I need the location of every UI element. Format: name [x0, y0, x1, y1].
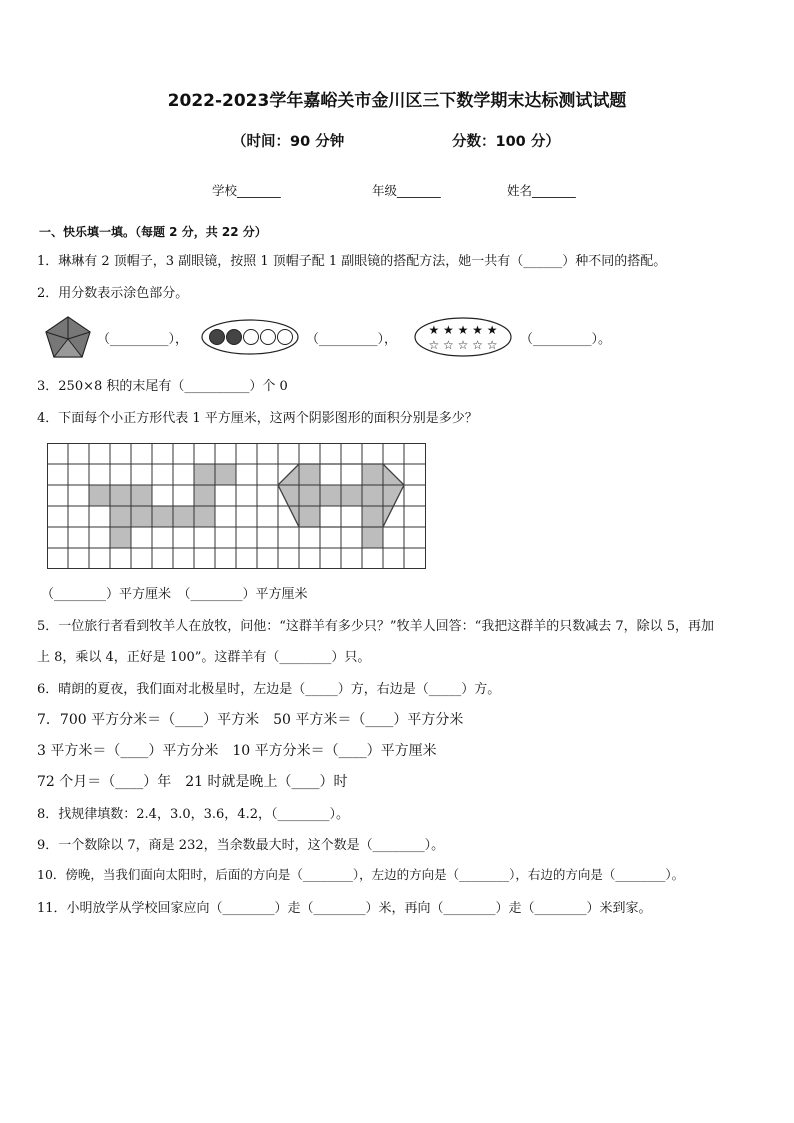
- question-10: 10．傍晚，当我们面向太阳时，后面的方向是（________），左边的方向是（________），右边的方向是（________）。: [37, 867, 685, 882]
- q2-blank-1[interactable]: （_________），: [97, 332, 189, 347]
- q2-blank-3[interactable]: （_________）。: [520, 332, 612, 347]
- question-3: 3．250×8 积的末尾有（__________）个 0: [37, 379, 288, 394]
- section-heading: 一、快乐填一填。（每题 2 分，共 22 分）: [39, 225, 267, 239]
- question-5-line-1: 5．一位旅行者看到牧羊人在放牧，问他：“这群羊有多少只？”牧羊人回答：“我把这群羊的只数减去 7，除以 5，再加: [37, 619, 715, 634]
- question-9: 9．一个数除以 7，商是 232，当余数最大时，这个数是（________）。: [37, 838, 445, 853]
- school-field[interactable]: 学校_______: [212, 183, 281, 198]
- question-7-line-2: 3 平方米＝（____）平方分米 10 平方分米＝（____）平方厘米: [37, 743, 437, 759]
- grade-field[interactable]: 年级_______: [372, 183, 441, 198]
- page-title: 2022-2023学年嘉峪关市金川区三下数学期末达标测试试题: [167, 91, 627, 111]
- question-4: 4．下面每个小正方形代表 1 平方厘米，这两个阴影图形的面积分别是多少？: [37, 411, 478, 426]
- question-7-line-3: 72 个月＝（____）年 21 时就是晚上（____）时: [37, 774, 348, 790]
- question-8: 8．找规律填数：2.4，3.0，3.6，4.2，（________）。: [37, 807, 349, 822]
- time-label: （时间：90 分钟: [232, 134, 345, 150]
- question-5-line-2: 上 8，乘以 4，正好是 100”。这群羊有（________）只。: [37, 650, 371, 665]
- q4-answer[interactable]: （________）平方厘米 （________）平方厘米: [41, 587, 308, 602]
- stars-figure: [413, 316, 513, 358]
- svg-text:☆ ☆ ☆ ☆ ☆: ☆ ☆ ☆ ☆ ☆: [428, 338, 498, 352]
- question-6: 6．晴朗的夏夜，我们面对北极星时，左边是（_____）方，右边是（_____）方。: [37, 682, 501, 697]
- name-field[interactable]: 姓名_______: [507, 183, 576, 198]
- question-11: 11．小明放学从学校回家应向（________）走（________）米，再向（________）走（________）米到家。: [37, 901, 652, 916]
- area-grid-figure: [47, 443, 427, 569]
- svg-text:★ ★ ★ ★ ★: ★ ★ ★ ★ ★: [428, 323, 498, 337]
- circles-figure: [200, 318, 300, 356]
- question-2: 2．用分数表示涂色部分。: [37, 286, 189, 301]
- question-1: 1．琳琳有 2 顶帽子，3 副眼镜，按照 1 顶帽子配 1 副眼镜的搭配方法，她一共有（______）种不同的搭配。: [37, 254, 667, 269]
- score-label: 分数：100 分）: [452, 134, 560, 150]
- question-7-line-1: 7．700 平方分米＝（____）平方米 50 平方米＝（____）平方分米: [37, 712, 464, 728]
- pentagon-figure: [44, 314, 94, 360]
- q2-blank-2[interactable]: （_________），: [306, 332, 398, 347]
